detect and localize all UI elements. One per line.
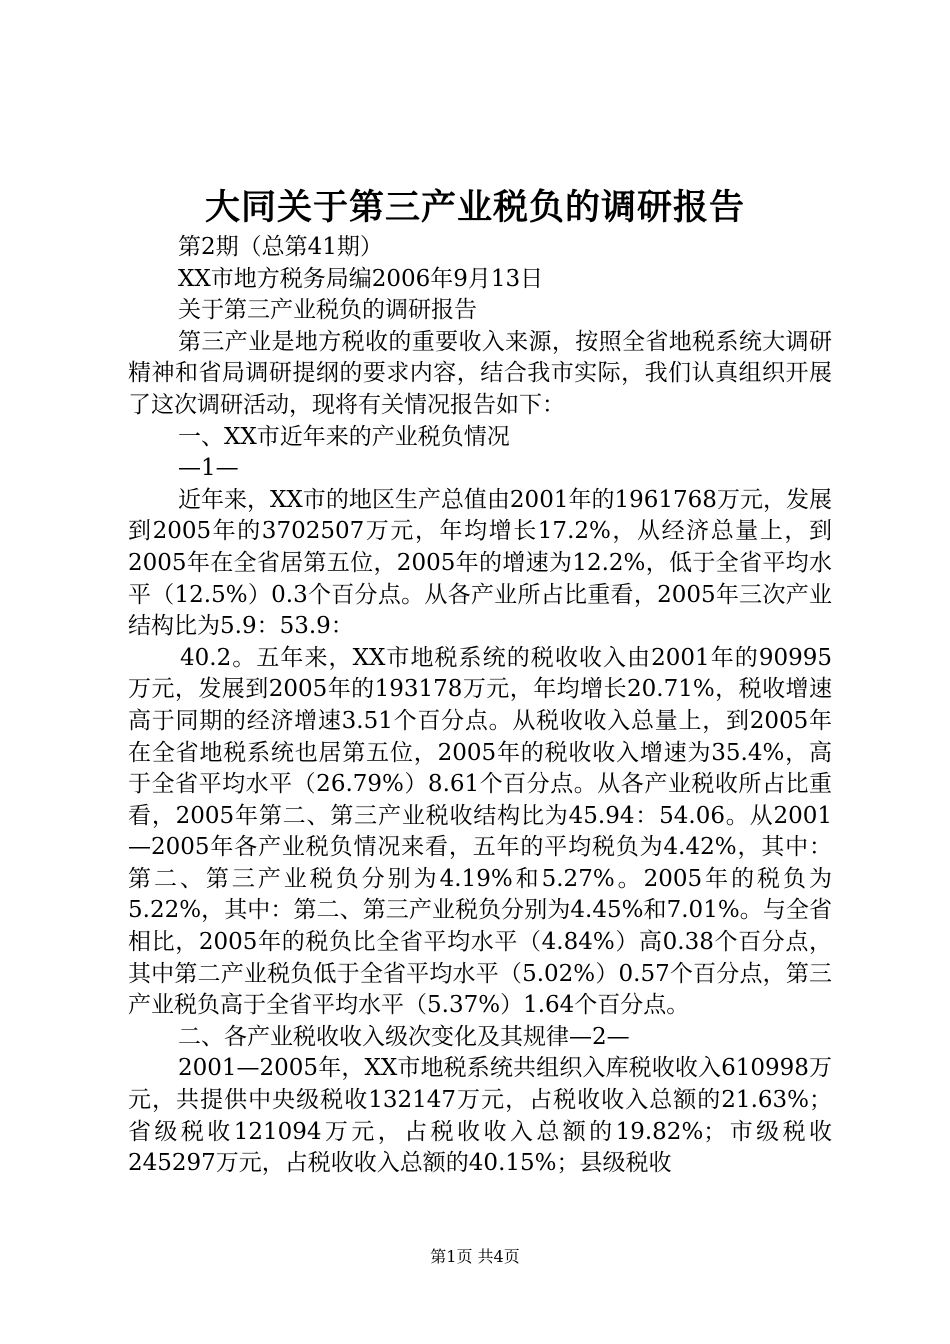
document-body	[128, 232, 832, 1180]
publisher-line: XX市地方税务局编2006年9月13日	[178, 265, 544, 292]
paragraph-gdp: 近年来，XX市的地区生产总值由2001年的1961768万元，发展到2005年的3702507万元，年均增长17.2%，从经济总量上，到2005年在全省居第五位，2005年的增速为12.2%，低于全省平均水平（12.5%）0.3个百分点。从各产业所占比重看，2005年三次产业结构比为5.9：53.9：	[128, 486, 832, 640]
paragraph-tax-revenue: 40.2。五年来，XX市地税系统的税收收入由2001年的90995万元，发展到2005年的193178万元，年均增长20.71%，税收增速高于同期的经济增速3.51个百分点。从税收收入总量上，到2005年在全省地税系统也居第五位，2005年的税收收入增速为35.4%，高于全省平均水平（26.79%）8.61个百分点。从各产业税收所占比重看，2005年第二、第三产业税收结构比为45.94：54.06。从2001—2005年各产业税负情况来看，五年的平均税负为4.42%，其中：第二、第三产业税负分别为4.19%和5.27%。2005年的税负为5.22%，其中：第二、第三产业税负分别为4.45%和7.01%。与全省相比，2005年的税负比全省平均水平（4.84%）高0.38个百分点，其中第二产业税负低于全省平均水平（5.02%）0.57个百分点，第三产业税负高于全省平均水平（5.37%）1.64个百分点。	[128, 644, 832, 1019]
paragraph-tax-levels: 2001—2005年，XX市地税系统共组织入库税收收入610998万元，共提供中央级税收132147万元，占税收收入总额的21.63%；省级税收121094万元，占税收收入总额的19.82%；市级税收245297万元，占税收收入总额的40.15%；县级税收	[128, 1055, 832, 1177]
page-marker-1: —1—	[178, 455, 239, 482]
intro-paragraph: 第三产业是地方税收的重要收入来源，按照全省地税系统大调研精神和省局调研提纲的要求内容，结合我市实际，我们认真组织开展了这次调研活动，现将有关情况报告如下：	[128, 328, 832, 418]
document-title: 大同关于第三产业税负的调研报告	[204, 187, 745, 228]
section-heading-2: 二、各产业税收收入级次变化及其规律—2—	[178, 1023, 630, 1050]
report-subtitle: 关于第三产业税负的调研报告	[178, 297, 477, 324]
page-footer: 第1页 共4页	[430, 1247, 520, 1266]
issue-number: 第2期（总第41期）	[178, 234, 383, 260]
section-heading-1: 一、XX市近年来的产业税负情况	[178, 423, 510, 450]
